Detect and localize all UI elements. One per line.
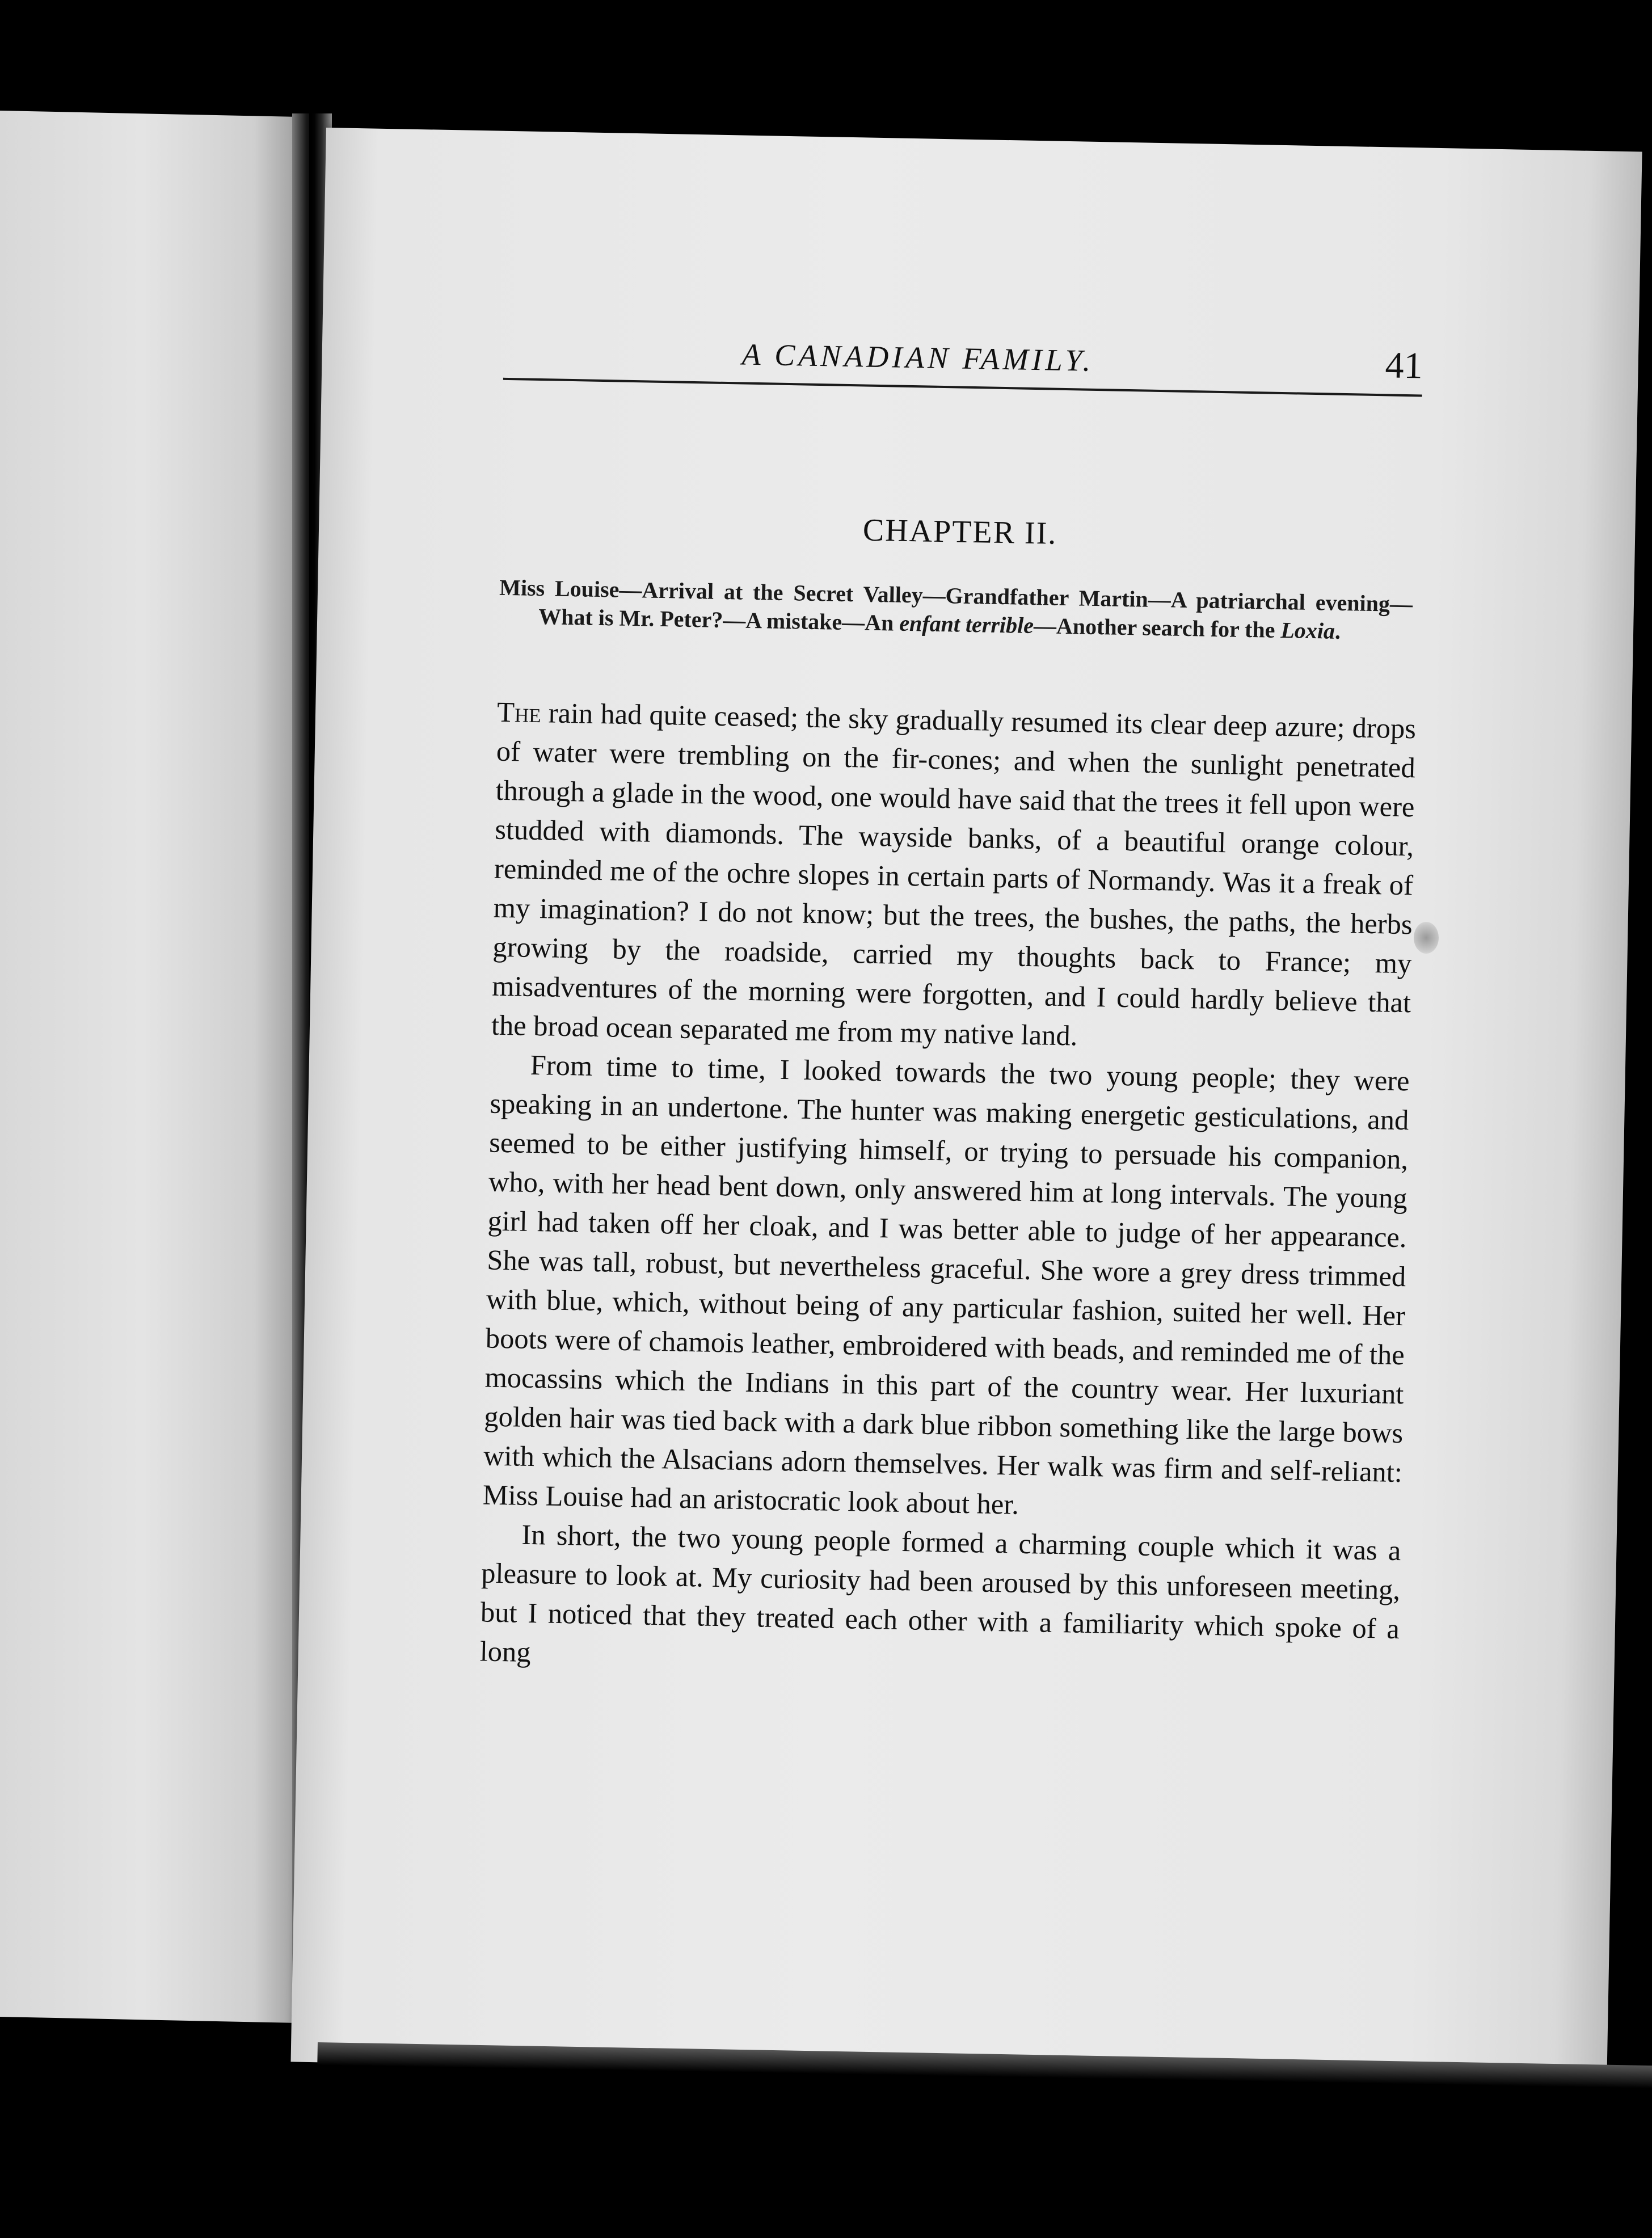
synopsis-text-2: —Another search for the <box>1033 613 1281 643</box>
paragraph-1 <box>491 693 1416 1062</box>
book-page <box>291 128 1642 2086</box>
header-rule <box>503 378 1422 397</box>
synopsis-text-3: . <box>1334 618 1341 644</box>
paragraph-2: From time to time, I looked towards the two young people; they were speaking in an undertone. The hunter was making energetic gesticulations, and seemed to be either justifying himself, or trying to persuade his companion, who, with her head bent down, only answered him at long intervals. The young girl had taken off her cloak, and I was better able to judge of her appearance. She was tall, robust, but nevertheless graceful. She wore a grey dress trimmed with blue, which, without being of any particular fashion, suited her well. Her boots were of chamois leather, embroidered with beads, and reminded me of the mocassins which the Indians in this part of the country wear. Her luxuriant golden hair was tied back with a dark blue ribbon something like the large bows with which the Alsacians adorn themselves. Her walk was firm and self-reliant: Miss Louise had an aristocratic look about her. <box>482 1048 1410 1520</box>
scan-speck <box>1414 922 1439 954</box>
page-header <box>503 332 1423 418</box>
synopsis-text-1: Miss Louise—Arrival at the Secret Valley—Grandfather Martin—A patriarchal evening—What is Mr. Peter?—A mistake—An <box>499 574 1413 636</box>
synopsis-italic-2: Loxia <box>1280 617 1335 644</box>
body-text <box>479 693 1416 1688</box>
chapter-title: CHAPTER II. <box>862 512 1057 551</box>
synopsis-italic-1: enfant terrible <box>899 610 1034 638</box>
chapter-synopsis <box>499 574 1413 647</box>
paragraph-1-lead: The <box>496 696 542 729</box>
paragraph-1-text: rain had quite ceased; the sky gradually resumed its clear deep azure; drops of water were trembling on the fir-cones; and when the sunlight penetrated through a glade in the wood, one would have said that the trees it fell upon were studded with diamonds. The wayside banks, of a beautiful orange colour, reminded me of the ochre slopes in certain parts of Normandy. Was it a freak of my imagination? I do not know; but the trees, the bushes, the paths, the herbs growing by the roadside, carried my thoughts back to France; my misadventures of the morning were forgotten, and I could hardly believe that the broad ocean separated me from my native land. <box>491 697 1417 1052</box>
running-title: A CANADIAN FAMILY. <box>741 337 1094 378</box>
paragraph-3: In short, the two young people formed a charming couple which it was a pleasure to look at. My curiosity had been aroused by this unforeseen meeting, but I noticed that they treated each other with a familiarity which spoke of a long <box>479 1518 1401 1668</box>
facing-page <box>0 111 318 2024</box>
page-number: 41 <box>1384 344 1423 387</box>
